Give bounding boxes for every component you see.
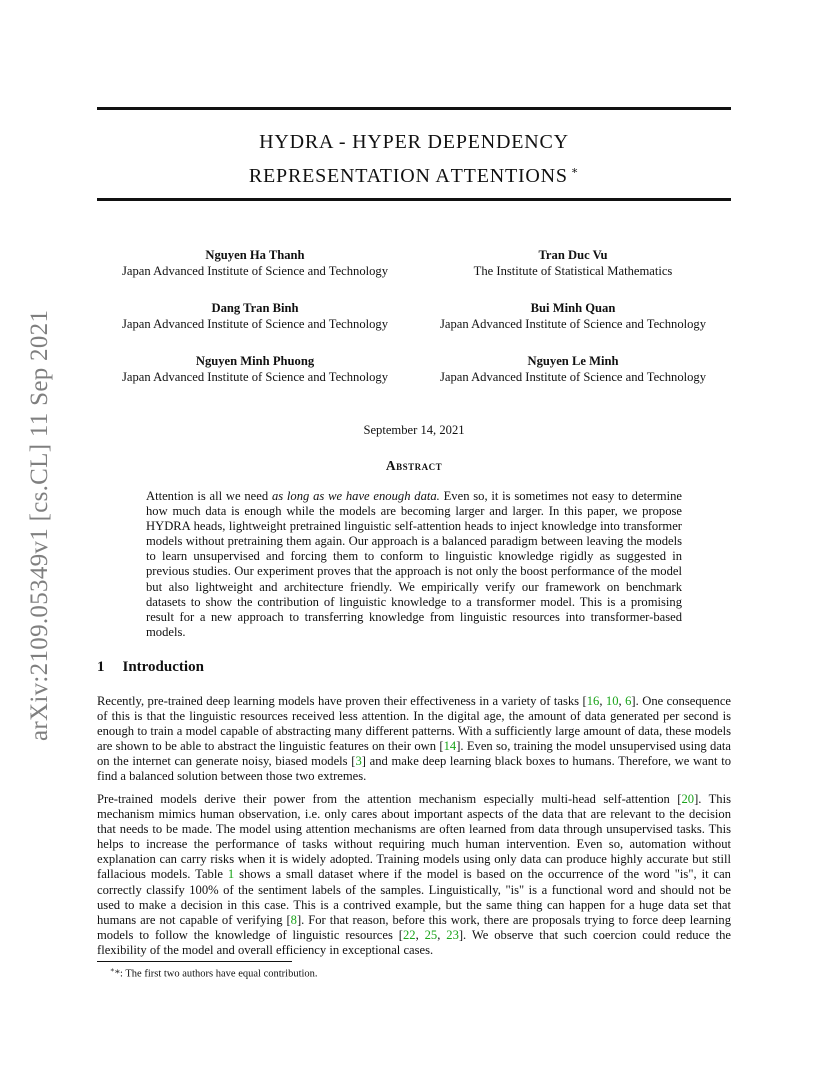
author-name: Nguyen Minh Phuong xyxy=(195,354,315,368)
title-footnote-mark: ∗ xyxy=(570,165,580,177)
section-heading xyxy=(97,659,204,676)
author-entry xyxy=(415,248,731,279)
citation-link[interactable]: 8 xyxy=(290,912,297,927)
author-row xyxy=(97,301,731,332)
abstract-emphasis: as long as we have enough data. xyxy=(271,489,440,503)
paper-title xyxy=(97,128,731,191)
author-affiliation: Japan Advanced Institute of Science and Technology xyxy=(121,369,389,384)
author-entry xyxy=(415,301,731,332)
footnote xyxy=(110,964,318,981)
author-affiliation: Japan Advanced Institute of Science and Technology xyxy=(121,263,389,278)
table-reference-link[interactable]: 1 xyxy=(227,867,235,882)
author-name: Dang Tran Binh xyxy=(211,301,299,315)
author-affiliation: Japan Advanced Institute of Science and Technology xyxy=(439,369,707,384)
abstract-heading: Abstract xyxy=(385,458,443,473)
author-name: Tran Duc Vu xyxy=(538,248,608,262)
author-entry xyxy=(97,301,413,332)
footnote-text: *: The first two authors have equal contribution. xyxy=(114,968,318,980)
citation-link[interactable]: 3 xyxy=(355,754,362,769)
author-name: Nguyen Ha Thanh xyxy=(205,248,305,262)
arxiv-stamp: arXiv:2109.05349v1 [cs.CL] 11 Sep 2021 xyxy=(26,309,53,741)
author-row xyxy=(97,248,731,279)
title-bottom-rule xyxy=(97,198,731,201)
author-name: Nguyen Le Minh xyxy=(527,354,619,368)
footnote-mark: ∗ xyxy=(110,966,115,974)
author-affiliation: Japan Advanced Institute of Science and Technology xyxy=(439,316,707,331)
citation-link[interactable]: 25 xyxy=(424,927,438,942)
intro-paragraph-1: Recently, pre-trained deep learning models have proven their effectiveness in a variety of tasks [16, 10, 6]. One consequence of this is that the linguistic resources received less attention. In the digital age, the amount of data generated per second is enough to train a model capable of abstracting many different patterns. With a sufficiently large amount of data, these models are shown to be able to abstract the linguistic features on their own [14]. Even so, training the model unsupervised using data on the internet can generate noisy, biased models [3] and make deep learning black boxes to humans. Therefore, we want to find a balanced solution between those two extremes. xyxy=(97,694,731,784)
title-top-rule xyxy=(97,107,731,110)
author-affiliation: The Institute of Statistical Mathematics xyxy=(473,263,673,278)
author-entry xyxy=(97,354,413,385)
title-line-1: HYDRA - HYPER DEPENDENCY xyxy=(259,131,569,153)
footnote-rule xyxy=(97,961,292,962)
citation-link[interactable]: 20 xyxy=(681,792,695,806)
citation-link[interactable]: 16 xyxy=(586,694,600,708)
citation-link[interactable]: 10 xyxy=(605,694,619,708)
author-affiliation: Japan Advanced Institute of Science and Technology xyxy=(121,316,389,331)
section-title: Introduction xyxy=(122,659,204,675)
author-name: Bui Minh Quan xyxy=(530,301,616,315)
abstract-body: Attention is all we need as long as we have enough data. Even so, it is sometimes not easy to determine how much data is enough while the models are becoming larger and larger. In this paper, we propose HYDRA heads, lightweight pretrained linguistic self-attention heads to inject knowledge into transformer models without pretraining them again. Our approach is a balanced paradigm between leaving the models to learn unsupervised and forcing them to conform to linguistic knowledge rigidly as suggested in previous studies. Our experiment proves that the approach is not only the boost performance of the model but also lightweight and architecture friendly. We empirically verify our framework on benchmark datasets to show the contribution of linguistic knowledge to a transformer model. This is a promising result for a new approach to transferring knowledge from linguistic resources into transformer-based models. xyxy=(146,489,682,639)
title-line-2: REPRESENTATION ATTENTIONS ∗ xyxy=(248,165,580,187)
author-entry xyxy=(415,354,731,385)
publication-date: September 14, 2021 xyxy=(363,423,465,437)
author-block xyxy=(97,248,731,407)
intro-paragraph-2: Pre-trained models derive their power from the attention mechanism especially multi-head self-attention [20]. This mechanism mimics human observation, i.e. only cares about important aspects of the data that are relevant to the decision that needs to be made. The model using attention mechanisms are often learned from data through unsupervised tasks. This helps to increase the performance of tasks without requiring much human intervention. Even so, automation without explanation can carry risks when it is widely adopted. Training models using only data can produce highly accurate but still fallacious models. Table 1 shows a small dataset where if the model is based on the occurrence of the word "is", it can correctly classify 100% of the sentiment labels of the samples. Linguistically, "is" is a functional word and should not be used to make a decision in this case. This is a contrived example, but the same thing can happen for a huge data set that humans are not capable of verifying [8]. For that reason, before this work, there are proposals trying to force deep learning models to follow the knowledge of linguistic resources [22, 25, 23]. We observe that such coercion could reduce the flexibility of the model and overall efficiency in exceptional cases. xyxy=(97,792,732,957)
citation-link[interactable]: 14 xyxy=(443,739,457,754)
citation-link[interactable]: 22 xyxy=(402,927,416,942)
author-entry xyxy=(97,248,413,279)
citation-link[interactable]: 6 xyxy=(625,694,632,708)
citation-link[interactable]: 23 xyxy=(446,927,459,942)
section-number: 1 xyxy=(97,659,105,675)
author-row xyxy=(97,354,731,385)
